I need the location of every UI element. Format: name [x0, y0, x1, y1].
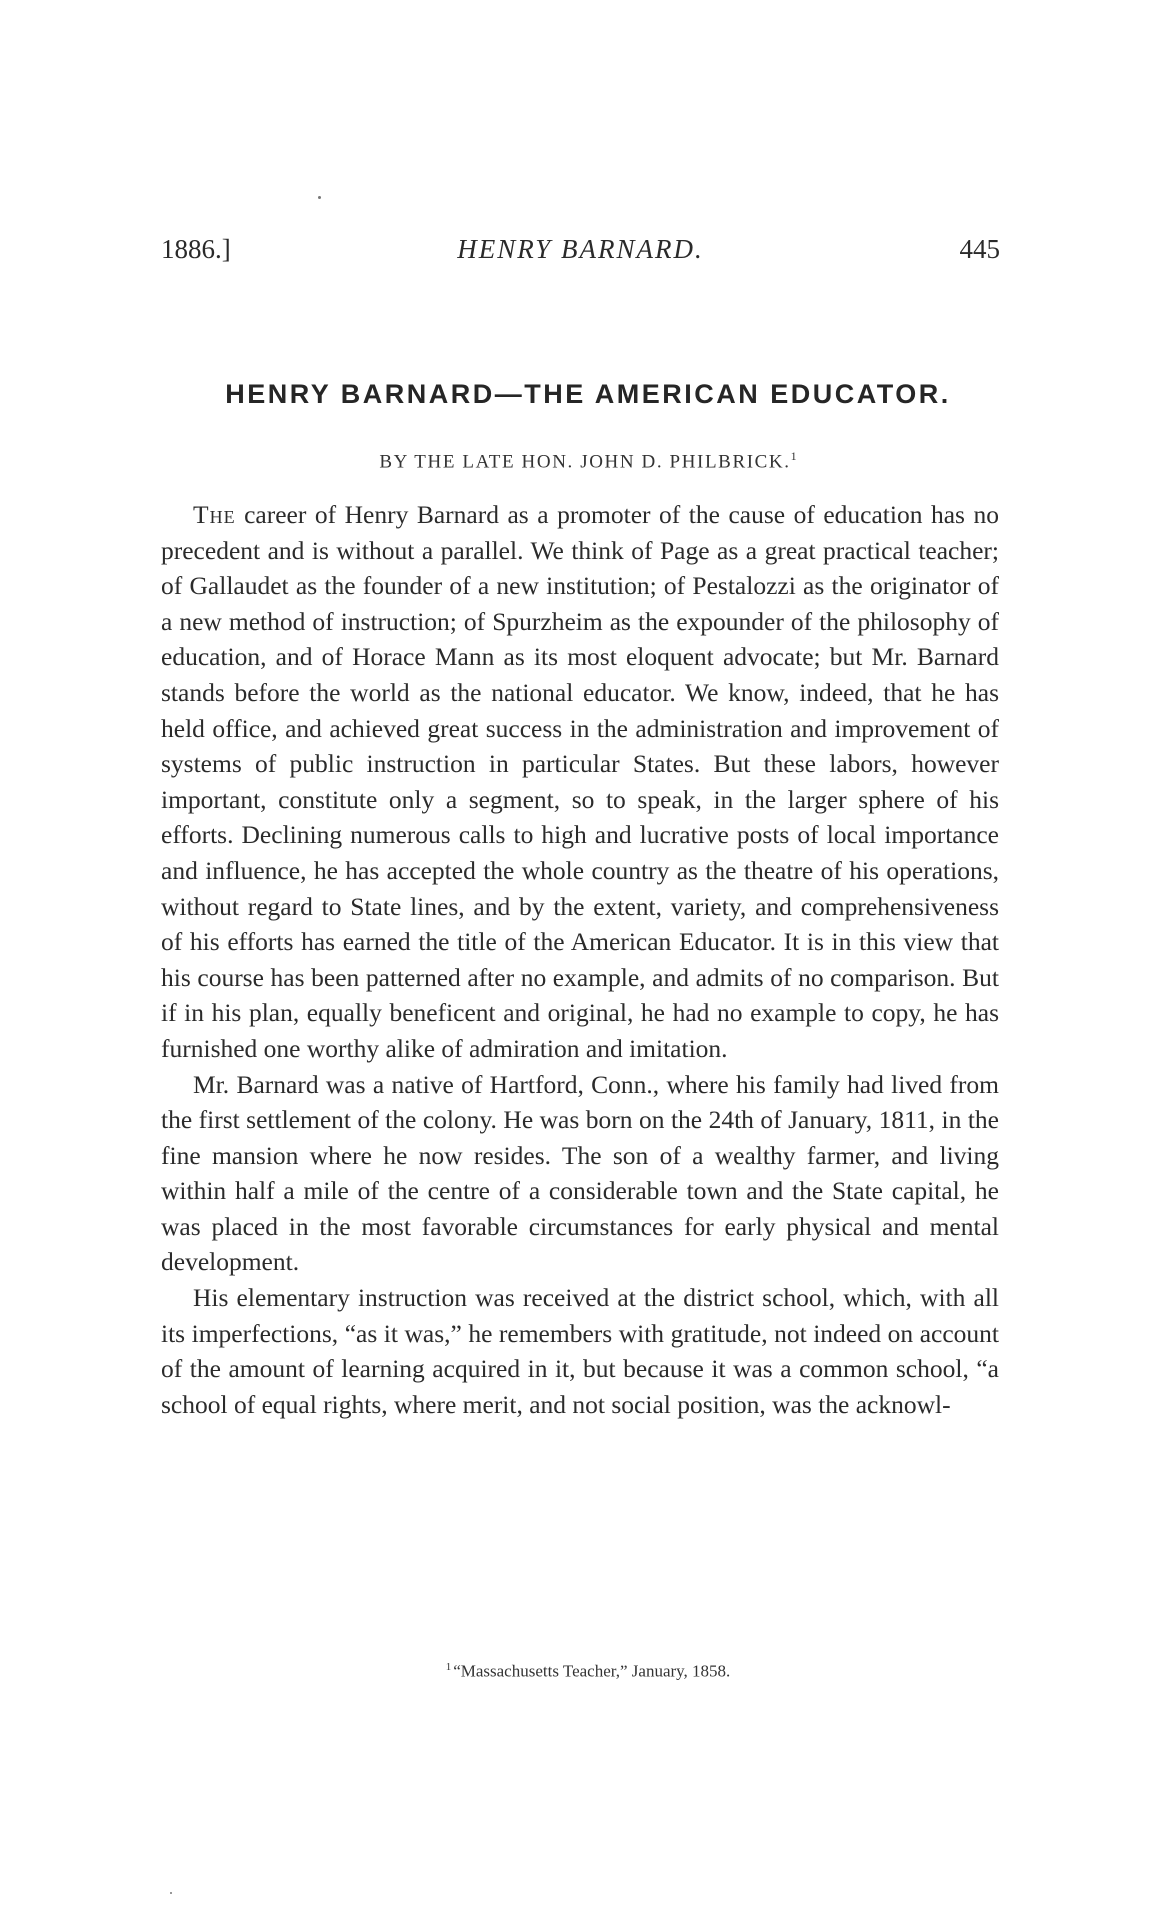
page-number: 445 [959, 234, 1000, 264]
byline-footnote-mark: 1 [790, 449, 797, 463]
paragraph-3 [161, 1280, 999, 1422]
article-body [161, 497, 999, 1422]
scan-speck [170, 1892, 172, 1894]
article-title: HENRY BARNARD—THE AMERICAN EDUCATOR. [225, 379, 951, 409]
footnote-text: “Massachusetts Teacher,” January, 1858. [453, 1661, 731, 1681]
footnote-mark: 1 [445, 1661, 452, 1673]
running-head-year: 1886.] [161, 234, 231, 264]
running-head-title: HENRY BARNARD. [457, 234, 704, 264]
footnote [120, 1661, 1056, 1682]
running-head [161, 234, 1000, 274]
paragraph-text: Mr. Barnard was a native of Hartford, Conn., where his family had lived from the first settlement of the colony. He was born on the 24th of January, 1811, in the fine mansion where he now resides. The son of a wealthy farmer, and living within half a mile of the centre of a considerable town and the State capital, he was placed in the most favorable circumstances for early physical and mental development. [161, 1069, 999, 1277]
paragraph-lead-word: The [193, 500, 236, 529]
byline-text: BY THE LATE HON. JOHN D. PHILBRICK. [379, 451, 791, 473]
paragraph-1 [161, 497, 999, 1067]
paragraph-2 [161, 1067, 999, 1281]
paragraph-text: His elementary instruction was received at the district school, which, with all its imperfections, “as it was,” he remembers with gratitude, not indeed on account of the amount of learning acquired in it, but because it was a common school, “a school of equal rights, where merit, and not social position, was the acknowl- [161, 1283, 999, 1419]
scan-speck [318, 196, 321, 199]
article-byline [120, 449, 1056, 473]
paragraph-text: career of Henry Barnard as a promoter of the cause of education has no precedent and is without a parallel. We think of Page as a great practical teacher; of Gallaudet as the founder of a new institution; of Pestalozzi as the originator of a new method of instruction; of Spurzheim as the expounder of the philosophy of education, and of Horace Mann as its most eloquent advocate; but Mr. Barnard stands before the world as the national educator. We know, indeed, that he has held office, and achieved great success in the administration and improvement of systems of public instruction in particular States. But these labors, however important, constitute only a segment, so to speak, in the larger sphere of his efforts. Declining numerous calls to high and lucrative posts of local importance and influence, he has accepted the whole country as the theatre of his operations, without regard to State lines, and by the extent, variety, and comprehensiveness of his efforts has earned the title of the American Educator. It is in this view that his course has been patterned after no example, and admits of no comparison. But if in his plan, equally beneficent and original, he had no example to copy, he has furnished one worthy alike of admiration and imitation. [161, 500, 999, 1063]
